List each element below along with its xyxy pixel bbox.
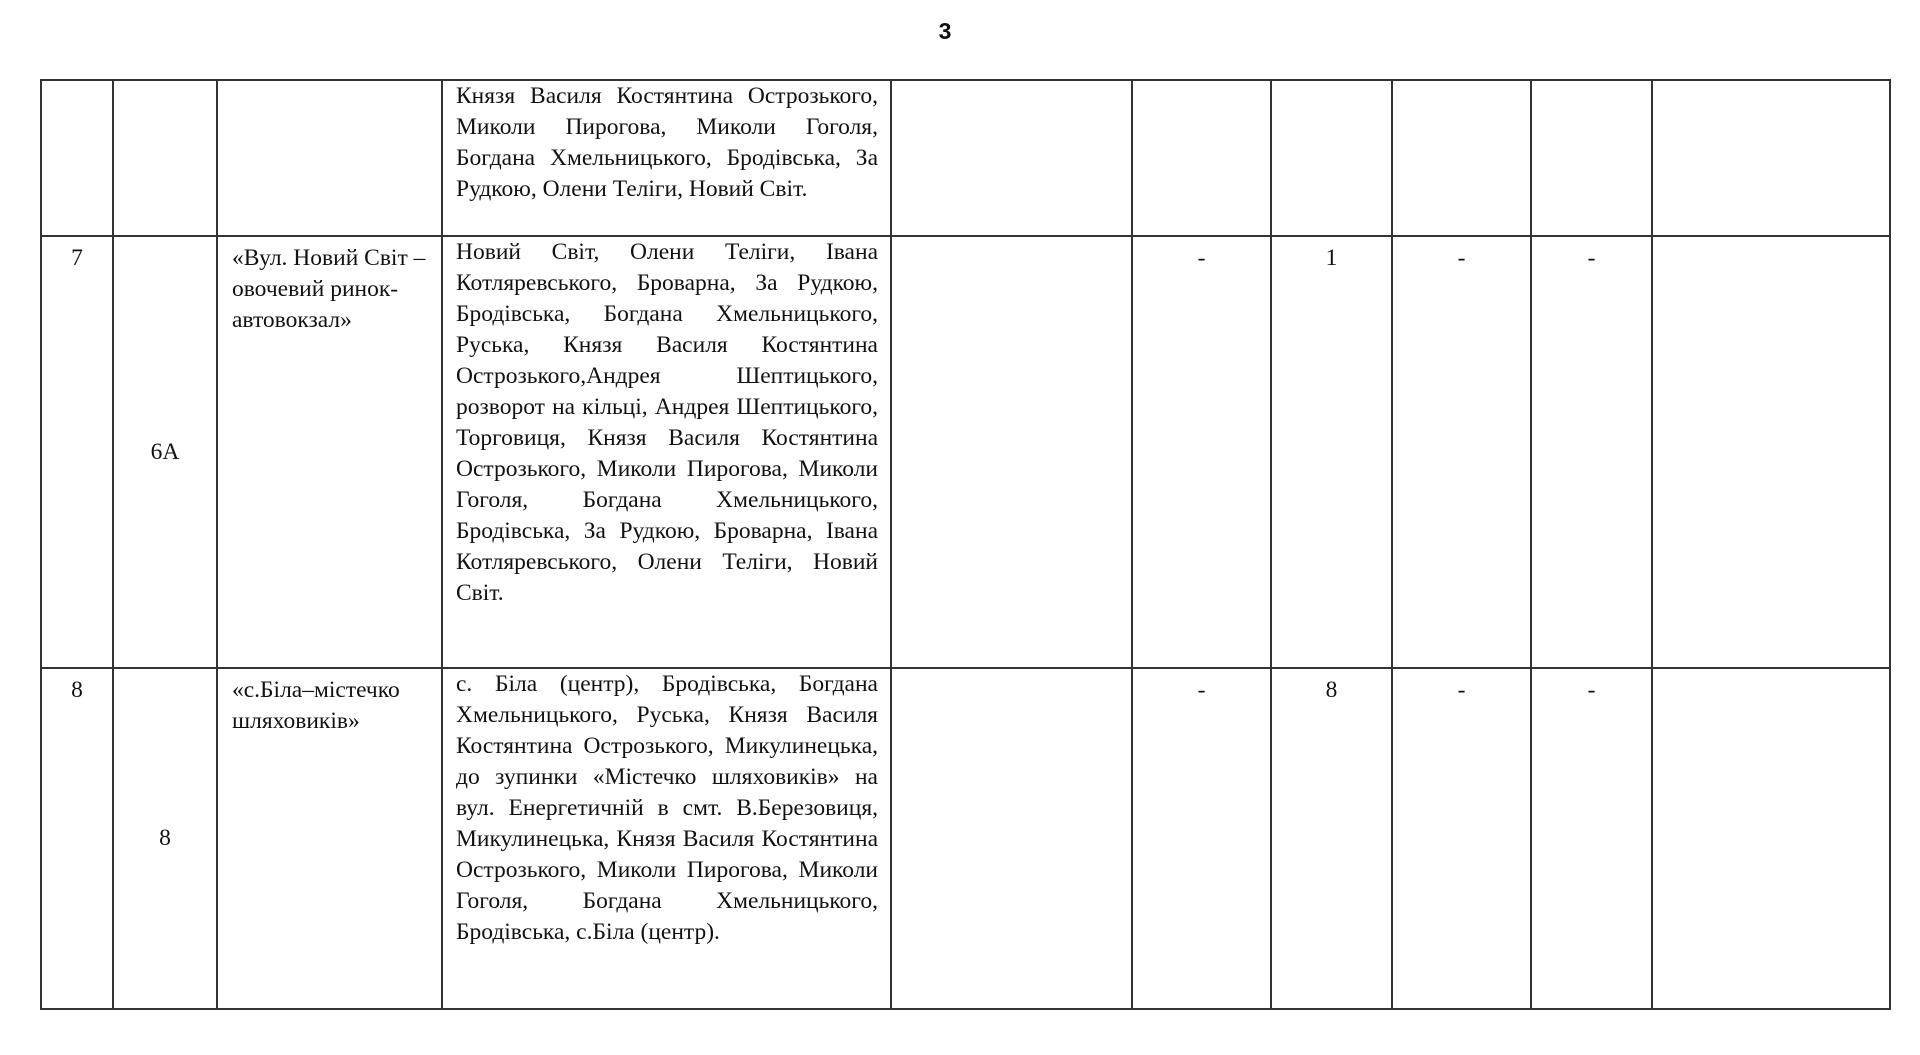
column-7-cell: 8 [1271,668,1392,1009]
row-number-cell: 8 [41,668,113,1009]
column-6-cell [1132,80,1271,236]
column-7-cell [1271,80,1392,236]
column-6-cell: - [1132,668,1271,1009]
column-5-cell [891,80,1132,236]
page-number: 3 [938,18,952,44]
column-7-cell: 1 [1271,236,1392,668]
column-5-cell [891,668,1132,1009]
row-number-cell: 7 [41,236,113,668]
column-8-cell [1392,80,1531,236]
route-path-cell: с. Біла (центр), Бродівська, Богдана Хмельницького, Руська, Князя Василя Костянтина Острозького, Микулинецька, до зупинки «Містечко шляховиків» на вул. Енергетичній в смт. В.Березовиця, Микулинецька, Князя Василя Костянтина Острозького, Миколи Пирогова, Миколи Гоголя, Богдана Хмельницького, Бродівська, с.Біла (центр). [442,668,891,1009]
route-path-cell: Князя Василя Костянтина Острозького, Миколи Пирогова, Миколи Гоголя, Богдана Хмельницького, Бродівська, За Рудкою, Олени Теліги, Новий Світ. [442,80,891,236]
column-8-cell: - [1392,668,1531,1009]
column-10-cell [1652,236,1890,668]
column-10-cell [1652,80,1890,236]
table-row [41,80,1890,236]
route-path-cell: Новий Світ, Олени Теліги, Івана Котляревського, Броварна, За Рудкою, Бродівська, Богдана Хмельницького, Руська, Князя Василя Костянтина Острозького,Андрея Шептицького, розворот на кільці, Андрея Шептицького, Торговиця, Князя Василя Костянтина Острозького, Миколи Пирогова, Миколи Гоголя, Богдана Хмельницького, Бродівська, За Рудкою, Броварна, Івана Котляревського, Олени Теліги, Новий Світ. [442,236,891,668]
column-9-cell: - [1531,668,1652,1009]
route-number-cell: 8 [113,668,217,1009]
route-number-cell [113,80,217,236]
route-name-cell: «с.Біла–містечко шляховиків» [217,668,442,1009]
route-name-cell [217,80,442,236]
column-6-cell: - [1132,236,1271,668]
column-10-cell [1652,668,1890,1009]
table-row [41,668,1890,1009]
row-number-cell [41,80,113,236]
routes-table [40,79,1891,1010]
column-8-cell: - [1392,236,1531,668]
table-row [41,236,1890,668]
route-number-cell: 6А [113,236,217,668]
column-9-cell: - [1531,236,1652,668]
column-5-cell [891,236,1132,668]
route-name-cell: «Вул. Новий Світ – овочевий ринок-автовокзал» [217,236,442,668]
column-9-cell [1531,80,1652,236]
